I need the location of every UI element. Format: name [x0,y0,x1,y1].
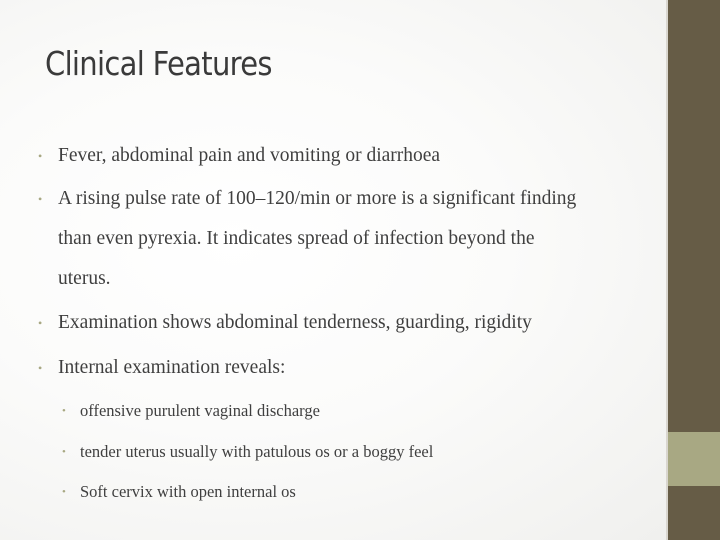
bullet-text: than even pyrexia. It indicates spread of infection beyond the [58,228,535,249]
bullet-fever [38,135,441,177]
bullet-text: A rising pulse rate of 100–120/min or more is a significant finding [58,188,577,209]
bullet-pulse-rate-line-3 [58,258,111,300]
bullet-marker: • [38,361,43,375]
sidebar-accent-block [668,432,720,486]
bullet-text: tender uterus usually with patulous os or a boggy feel [80,442,434,461]
bullet-text: Examination shows abdominal tenderness, guarding, rigidity [58,312,532,333]
bullet-pulse-rate [38,178,577,220]
bullet-internal-examination [38,347,286,389]
bullet-examination [38,302,532,344]
bullet-marker: • [62,446,66,458]
bullet-pulse-rate-line-2 [58,218,535,260]
bullet-marker: • [38,149,43,163]
bullet-text: uterus. [58,268,111,289]
bullet-text: offensive purulent vaginal discharge [80,401,320,420]
sub-bullet-tender-uterus [62,441,434,463]
slide-title: Clinical Features [45,44,272,83]
sub-bullet-discharge [62,400,320,422]
bullet-text: Fever, abdominal pain and vomiting or diarrhoea [58,145,441,166]
bullet-text: Internal examination reveals: [58,357,286,378]
bullet-marker: • [62,486,66,498]
sub-bullet-soft-cervix [62,481,296,503]
bullet-marker: • [62,405,66,417]
bullet-marker: • [38,316,43,330]
bullet-text: Soft cervix with open internal os [80,482,296,501]
bullet-marker: • [38,192,43,206]
